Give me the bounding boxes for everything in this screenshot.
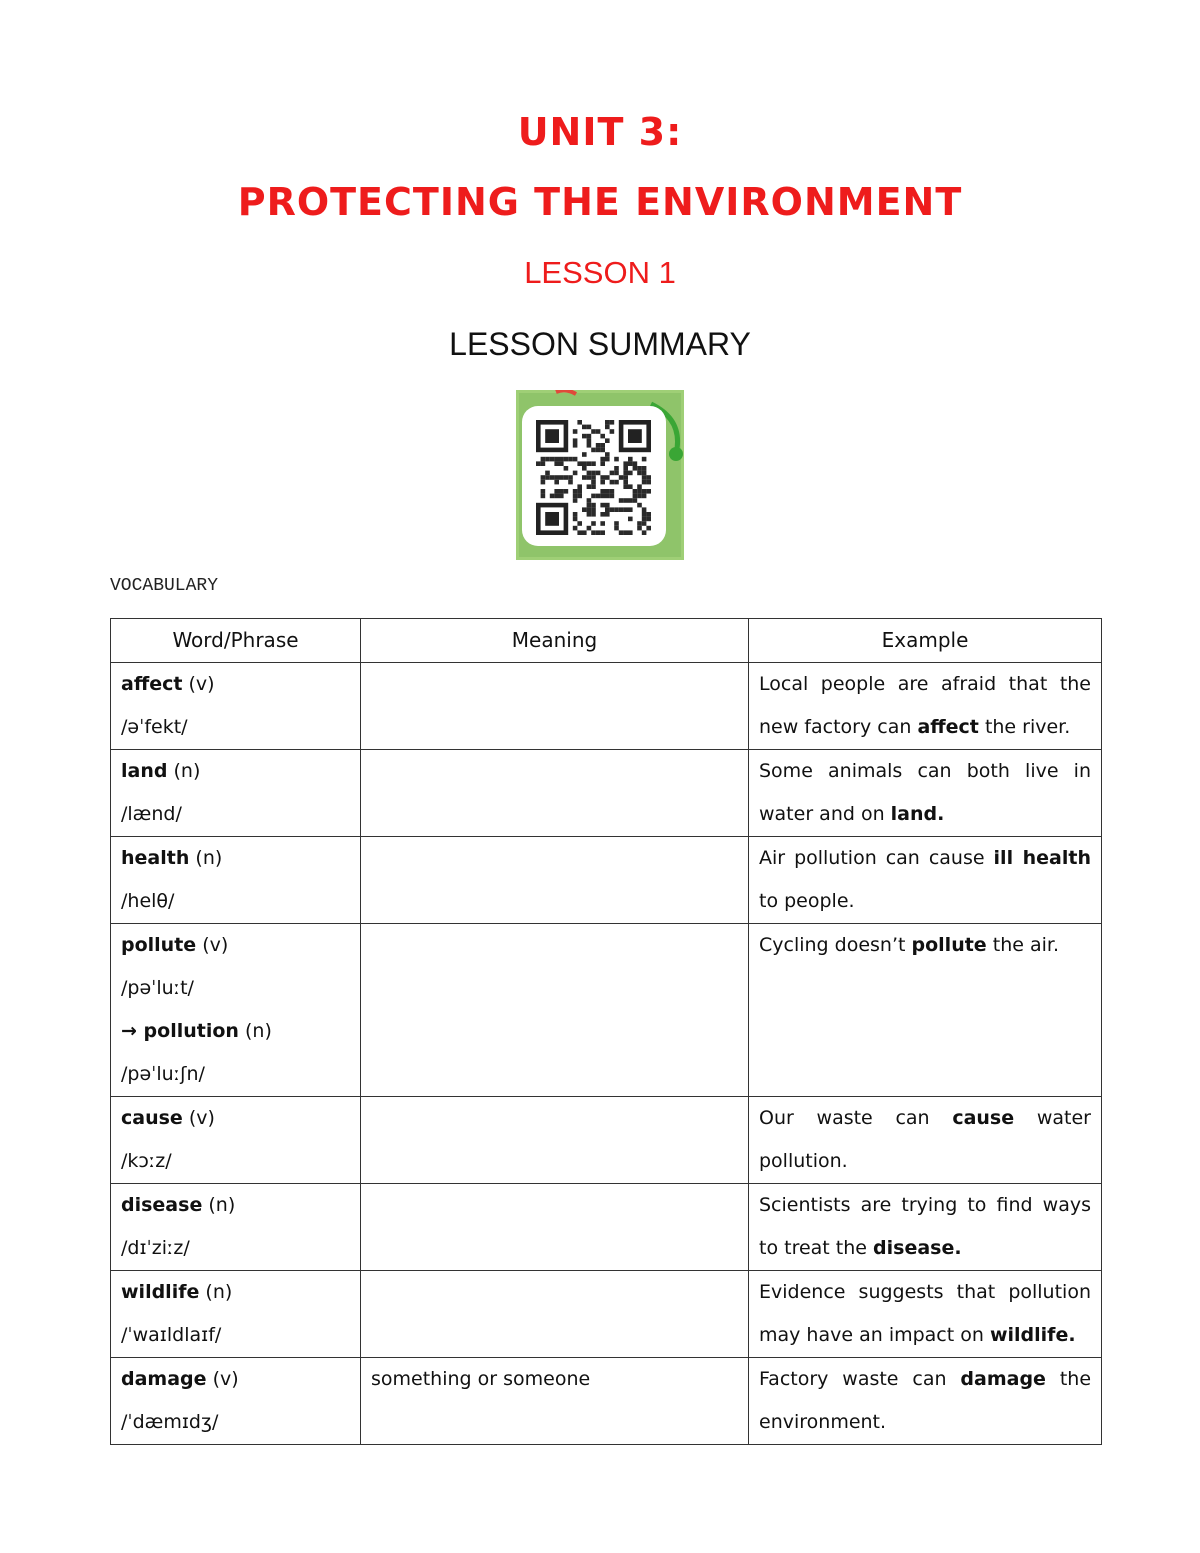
example-text: Our waste can — [759, 1107, 930, 1129]
example-cell — [749, 1271, 1102, 1358]
part-of-speech: (v) — [188, 673, 215, 695]
phonetic: /helθ/ — [121, 890, 175, 912]
derived-word: pollution — [143, 1020, 239, 1042]
phonetic: /əˈfekt/ — [121, 716, 188, 738]
word: pollute — [121, 934, 197, 956]
example-cell — [749, 924, 1102, 1097]
part-of-speech: (v) — [212, 1368, 239, 1390]
example-text-end: the environment. — [759, 1368, 1092, 1433]
word-cell — [111, 663, 361, 750]
phonetic: /ˈdæmɪdʒ/ — [121, 1411, 219, 1433]
word: wildlife — [121, 1281, 200, 1303]
table-row — [111, 663, 1102, 750]
example-highlight: land. — [890, 803, 945, 825]
lesson-heading: LESSON 1 — [524, 255, 676, 290]
word-cell — [111, 750, 361, 837]
example-text-end: to people. — [759, 890, 855, 912]
word-cell — [111, 924, 361, 1097]
meaning-cell — [361, 924, 749, 1097]
vocabulary-label: VOCABULARY — [110, 576, 219, 596]
meaning-cell — [361, 1184, 749, 1271]
meaning-cell — [361, 750, 749, 837]
word: disease — [121, 1194, 203, 1216]
example-text: Local people are afraid that the new factory can — [759, 673, 1091, 738]
word-cell — [111, 1184, 361, 1271]
qr-code-icon[interactable] — [516, 390, 684, 560]
example-text-end: the river. — [984, 716, 1071, 738]
example-text: Air pollution can cause — [759, 847, 985, 869]
example-text: Evidence suggests that pollution may have an impact on — [759, 1281, 1091, 1346]
phonetic: /kɔːz/ — [121, 1150, 172, 1172]
word: cause — [121, 1107, 183, 1129]
example-highlight: disease. — [873, 1237, 962, 1259]
word-cell — [111, 1271, 361, 1358]
meaning-cell — [361, 1097, 749, 1184]
unit-title: PROTECTING THE ENVIRONMENT — [237, 180, 963, 224]
header-word-phrase: Word/Phrase — [111, 619, 361, 663]
example-cell — [749, 1358, 1102, 1445]
phonetic: /dɪˈziːz/ — [121, 1237, 190, 1259]
part-of-speech: (n) — [208, 1194, 236, 1216]
table-row — [111, 837, 1102, 924]
phonetic: /lænd/ — [121, 803, 182, 825]
example-text: Scientists are trying to find ways to treat the — [759, 1194, 1091, 1259]
example-highlight: pollute — [911, 934, 987, 956]
meaning-cell — [361, 837, 749, 924]
phonetic: /ˈwaɪldlaɪf/ — [121, 1324, 222, 1346]
word-cell — [111, 1358, 361, 1445]
example-text: Some animals can both live in water and on — [759, 760, 1091, 825]
example-cell — [749, 750, 1102, 837]
table-row — [111, 1358, 1102, 1445]
example-highlight: damage — [960, 1368, 1046, 1390]
example-cell — [749, 1097, 1102, 1184]
example-text-end: water pollution. — [759, 1107, 1091, 1172]
meaning-cell: something or someone — [361, 1358, 749, 1445]
part-of-speech: (v) — [202, 934, 229, 956]
example-text: Factory waste can — [759, 1368, 947, 1390]
example-cell — [749, 1184, 1102, 1271]
header-example: Example — [749, 619, 1102, 663]
table-row — [111, 924, 1102, 1097]
example-text: Cycling doesn’t — [759, 934, 906, 956]
part-of-speech: (v) — [188, 1107, 215, 1129]
table-row — [111, 750, 1102, 837]
header-meaning: Meaning — [361, 619, 749, 663]
part-of-speech: (n) — [173, 760, 201, 782]
word-cell — [111, 837, 361, 924]
example-highlight: cause — [952, 1107, 1015, 1129]
example-text-end: the air. — [992, 934, 1059, 956]
example-highlight: ill health — [993, 847, 1091, 869]
example-highlight: wildlife. — [989, 1324, 1076, 1346]
word: health — [121, 847, 190, 869]
meaning-cell — [361, 1271, 749, 1358]
example-highlight: affect — [917, 716, 979, 738]
part-of-speech: (n) — [195, 847, 223, 869]
phonetic: /pəˈluːt/ — [121, 977, 194, 999]
example-cell — [749, 837, 1102, 924]
word-cell — [111, 1097, 361, 1184]
meaning-cell — [361, 663, 749, 750]
arrow-icon: → — [121, 1020, 144, 1042]
lesson-summary-heading: LESSON SUMMARY — [449, 326, 751, 362]
derived-phonetic: /pəˈluːʃn/ — [121, 1063, 205, 1085]
unit-heading: UNIT 3: — [517, 110, 683, 154]
table-row — [111, 1184, 1102, 1271]
part-of-speech: (n) — [205, 1281, 233, 1303]
word: land — [121, 760, 168, 782]
example-cell — [749, 663, 1102, 750]
table-row — [111, 1097, 1102, 1184]
word: damage — [121, 1368, 207, 1390]
derived-word-line — [121, 1010, 350, 1053]
derived-part-of-speech: (n) — [244, 1020, 272, 1042]
table-row — [111, 1271, 1102, 1358]
table-header-row — [111, 619, 1102, 663]
vocabulary-table — [110, 618, 1102, 1445]
word: affect — [121, 673, 183, 695]
